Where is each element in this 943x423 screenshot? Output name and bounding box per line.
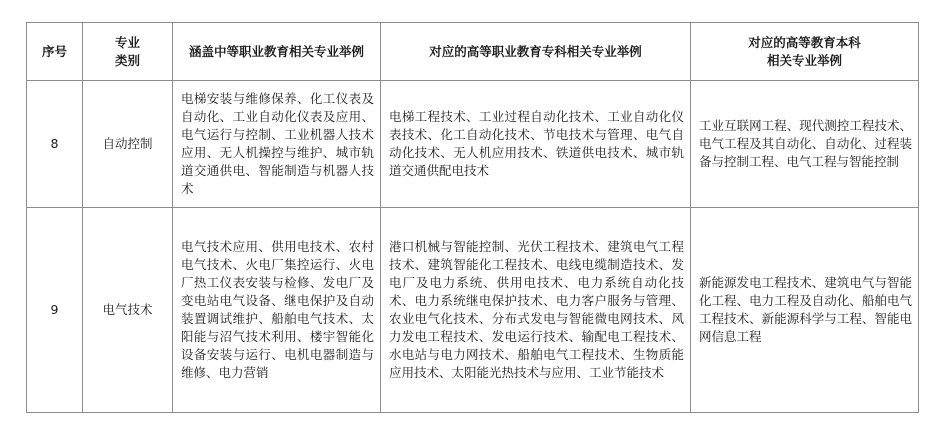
row-index: 8 bbox=[27, 81, 83, 208]
header-category bbox=[83, 23, 173, 81]
header-higher-vocational: 对应的高等职业教育专科相关专业举例 bbox=[381, 23, 691, 81]
row-undergrad-majors: 新能源发电工程技术、建筑电气与智能化工程、电力工程及自动化、船舶电气工程技术、新能源科学与工程、智能电网信息工程 bbox=[691, 208, 919, 413]
row-higher-vocational-majors: 港口机械与智能控制、光伏工程技术、建筑电气工程技术、建筑智能化工程技术、电线电缆制造技术、发电厂及电力系统、供用电技术、电力系统自动化技术、电力系统继电保护技术、电力客户服务与管理、农业电气化技术、分布式发电与智能微电网技术、风力发电工程技术、发电运行技术、输配电工程技术、水电站与电力网技术、船舶电气工程技术、生物质能应用技术、太阳能光热技术与应用、工业节能技术 bbox=[381, 208, 691, 413]
header-index: 序号 bbox=[27, 23, 83, 81]
header-undergrad bbox=[691, 23, 919, 81]
row-undergrad-majors: 工业互联网工程、现代测控工程技术、电气工程及其自动化、自动化、过程装备与控制工程、电气工程与智能控制 bbox=[691, 81, 919, 208]
header-secondary: 涵盖中等职业教育相关专业举例 bbox=[173, 23, 381, 81]
header-row bbox=[27, 23, 919, 81]
header-category-line1: 专业 bbox=[114, 34, 140, 50]
header-undergrad-line2: 相关专业举例 bbox=[766, 52, 842, 68]
row-secondary-majors: 电气技术应用、供用电技术、农村电气技术、火电厂集控运行、火电厂热工仪表安装与检修、发电厂及变电站电气设备、继电保护及自动装置调试维护、船舶电气技术、太阳能与沼气技术利用、楼宇智能化设备安装与运行、电机电器制造与维修、电力营销 bbox=[173, 208, 381, 413]
row-category: 自动控制 bbox=[83, 81, 173, 208]
table-row bbox=[27, 208, 919, 413]
row-index: 9 bbox=[27, 208, 83, 413]
row-higher-vocational-majors: 电梯工程技术、工业过程自动化技术、工业自动化仪表技术、化工自动化技术、节电技术与管理、电气自动化技术、无人机应用技术、铁道供电技术、城市轨道交通供配电技术 bbox=[381, 81, 691, 208]
table-row bbox=[27, 81, 919, 208]
major-table bbox=[26, 22, 919, 413]
row-secondary-majors: 电梯安装与维修保养、化工仪表及自动化、工业自动化仪表及应用、电气运行与控制、工业机器人技术应用、无人机操控与维护、城市轨道交通供电、智能制造与机器人技术 bbox=[173, 81, 381, 208]
header-undergrad-line1: 对应的高等教育本科 bbox=[748, 34, 861, 50]
row-category: 电气技术 bbox=[83, 208, 173, 413]
header-category-line2: 类别 bbox=[114, 52, 140, 68]
